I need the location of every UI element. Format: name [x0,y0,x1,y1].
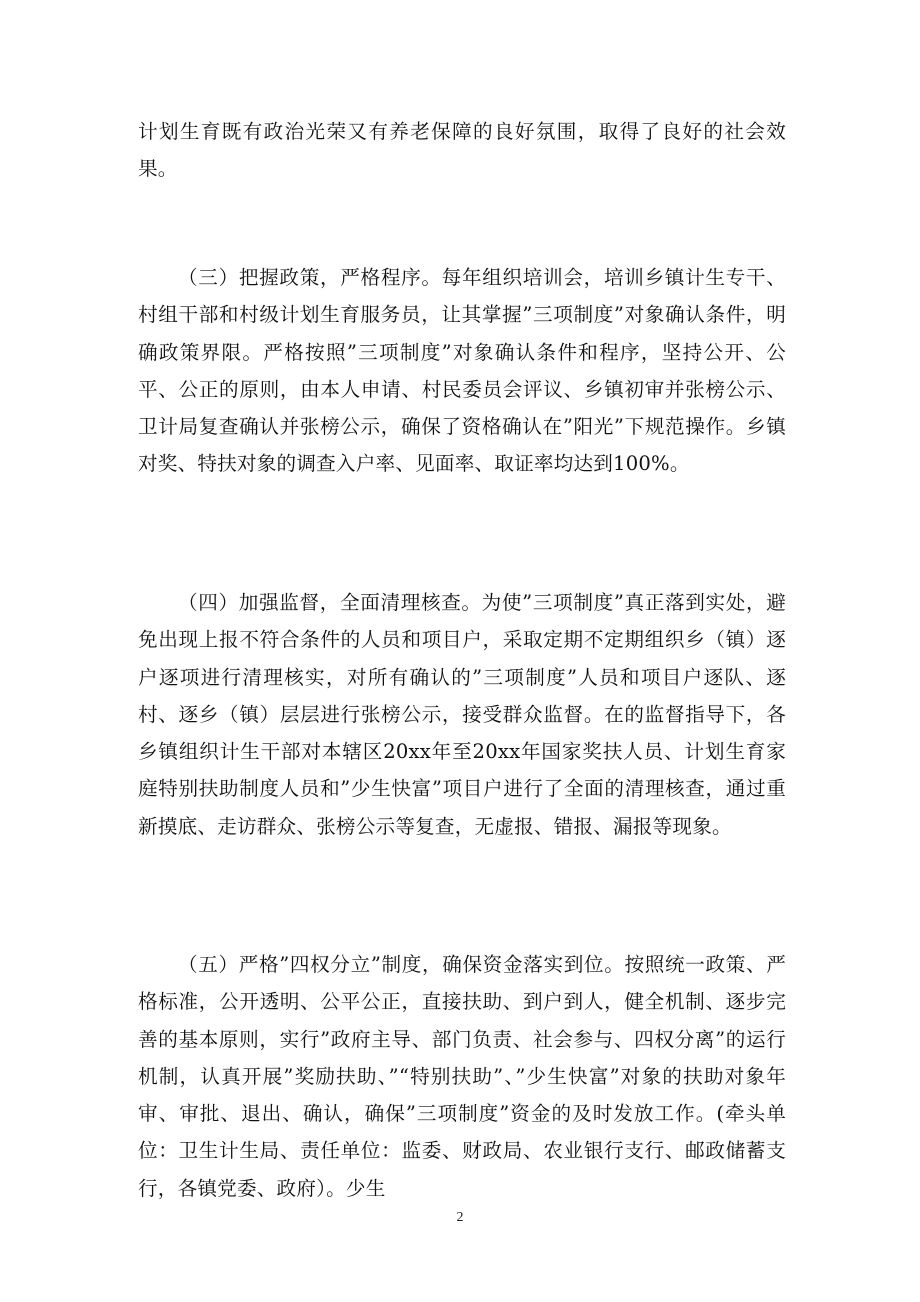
paragraph-continuation: 计划生育既有政治光荣又有养老保障的良好氛围，取得了良好的社会效果。 [138,120,786,181]
paragraph-section-5: （五）严格”四权分立”制度，确保资金落实到位。按照统一政策、严格标准，公开透明、公平公正，直接扶助、到户到人，健全机制、逐步完善的基本原则，实行”政府主导、部门负责、社会参与、四权分离”的运行机制，认真开展”奖励扶助、”“特别扶助”、”少生快富”对象的扶助对象年审、审批、退出、确认，确保”三项制度”资金的及时发放工作。(牵头单位：卫生计生局、责任单位：监委、财政局、农业银行支行、邮政储蓄支行，各镇党委、政府）。少生 [138,953,786,1200]
paragraph-section-3: （三）把握政策，严格程序。每年组织培训会，培训乡镇计生专干、村组干部和村级计划生育服务员，让其掌握”三项制度”对象确认条件，明确政策界限。严格按照”三项制度”对象确认条件和程序，坚持公开、公平、公正的原则，由本人申请、村民委员会评议、乡镇初审并张榜公示、卫计局复查确认并张榜公示，确保了资格确认在”阳光”下规范操作。乡镇对奖、特扶对象的调查入户率、见面率、取证率均达到100%。 [138,266,786,476]
paragraph-section-4: （四）加强监督，全面清理核查。为使”三项制度”真正落到实处，避免出现上报不符合条件的人员和项目户，采取定期不定期组织乡（镇）逐户逐项进行清理核实，对所有确认的”三项制度”人员和项目户逐队、逐村、逐乡（镇）层层进行张榜公示，接受群众监督。在的监督指导下，各乡镇组织计生干部对本辖区20xx年至20xx年国家奖扶人员、计划生育家庭特别扶助制度人员和”少生快富”项目户进行了全面的清理核查，通过重新摸底、走访群众、张榜公示等复查，无虚报、错报、漏报等现象。 [138,591,786,838]
page-number: 2 [456,1210,464,1225]
